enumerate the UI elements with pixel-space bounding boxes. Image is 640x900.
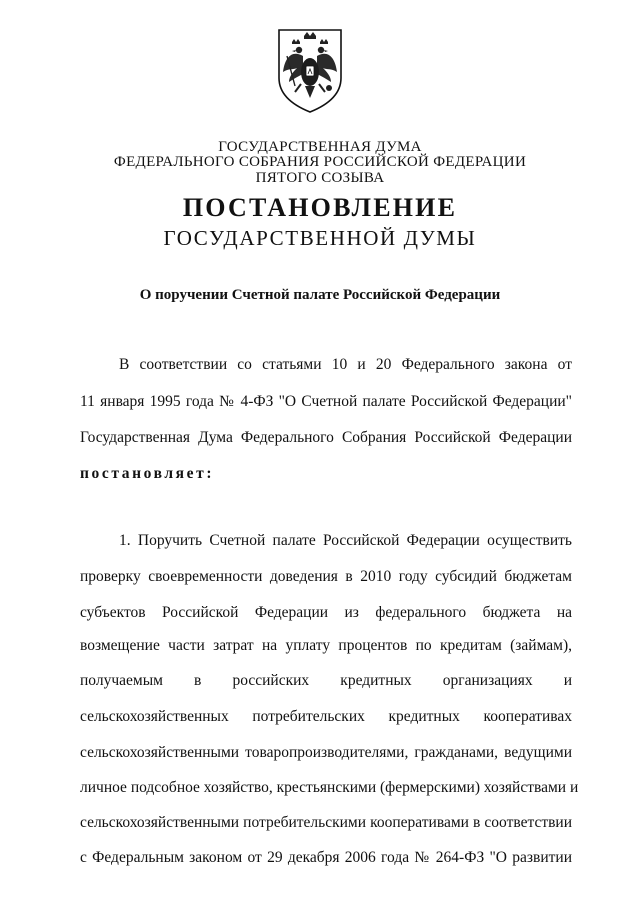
item1-line: с Федеральным законом от 29 декабря 2006 года № 264-ФЗ "О развитии: [80, 849, 572, 866]
document-subject: О поручении Счетной палате Российской Федерации: [139, 287, 501, 303]
duma-header-line2: ФЕДЕРАЛЬНОГО СОБРАНИЯ РОССИЙСКОЙ ФЕДЕРАЦИИ: [113, 154, 527, 170]
item1-line: получаемым в российских кредитных организациях и: [80, 672, 572, 689]
item1-line: сельскохозяйственных потребительских кредитных кооперативах: [80, 708, 572, 725]
document-title: ПОСТАНОВЛЕНИЕ: [182, 193, 458, 222]
preamble-line: 11 января 1995 года № 4-ФЗ "О Счетной палате Российской Федерации": [80, 393, 572, 410]
item1-line: личное подсобное хозяйство, крестьянскими (фермерскими) хозяйствами и: [80, 779, 579, 796]
item1-line: проверку своевременности доведения в 2010 году субсидий бюджетам: [80, 568, 572, 585]
preamble-line: В соответствии со статьями 10 и 20 Федерального закона от: [119, 356, 572, 373]
coat-of-arms-emblem-icon: [275, 26, 345, 114]
duma-header-line1: ГОСУДАРСТВЕННАЯ ДУМА: [218, 139, 422, 155]
preamble-line: Государственная Дума Федерального Собрания Российской Федерации: [80, 429, 572, 446]
item1-line: сельскохозяйственными товаропроизводителями, гражданами, ведущими: [80, 744, 572, 761]
resolves-keyword: постановляет:: [80, 465, 215, 482]
duma-header-line3: ПЯТОГО СОЗЫВА: [255, 170, 385, 186]
item1-line: сельскохозяйственными потребительскими кооперативами в соответствии: [80, 814, 572, 831]
document-subtitle: ГОСУДАРСТВЕННОЙ ДУМЫ: [163, 226, 477, 250]
item1-line: возмещение части затрат на уплату процентов по кредитам (займам),: [80, 637, 572, 654]
item1-line: 1. Поручить Счетной палате Российской Федерации осуществить: [119, 532, 572, 549]
item1-line: субъектов Российской Федерации из федерального бюджета на: [80, 604, 572, 621]
